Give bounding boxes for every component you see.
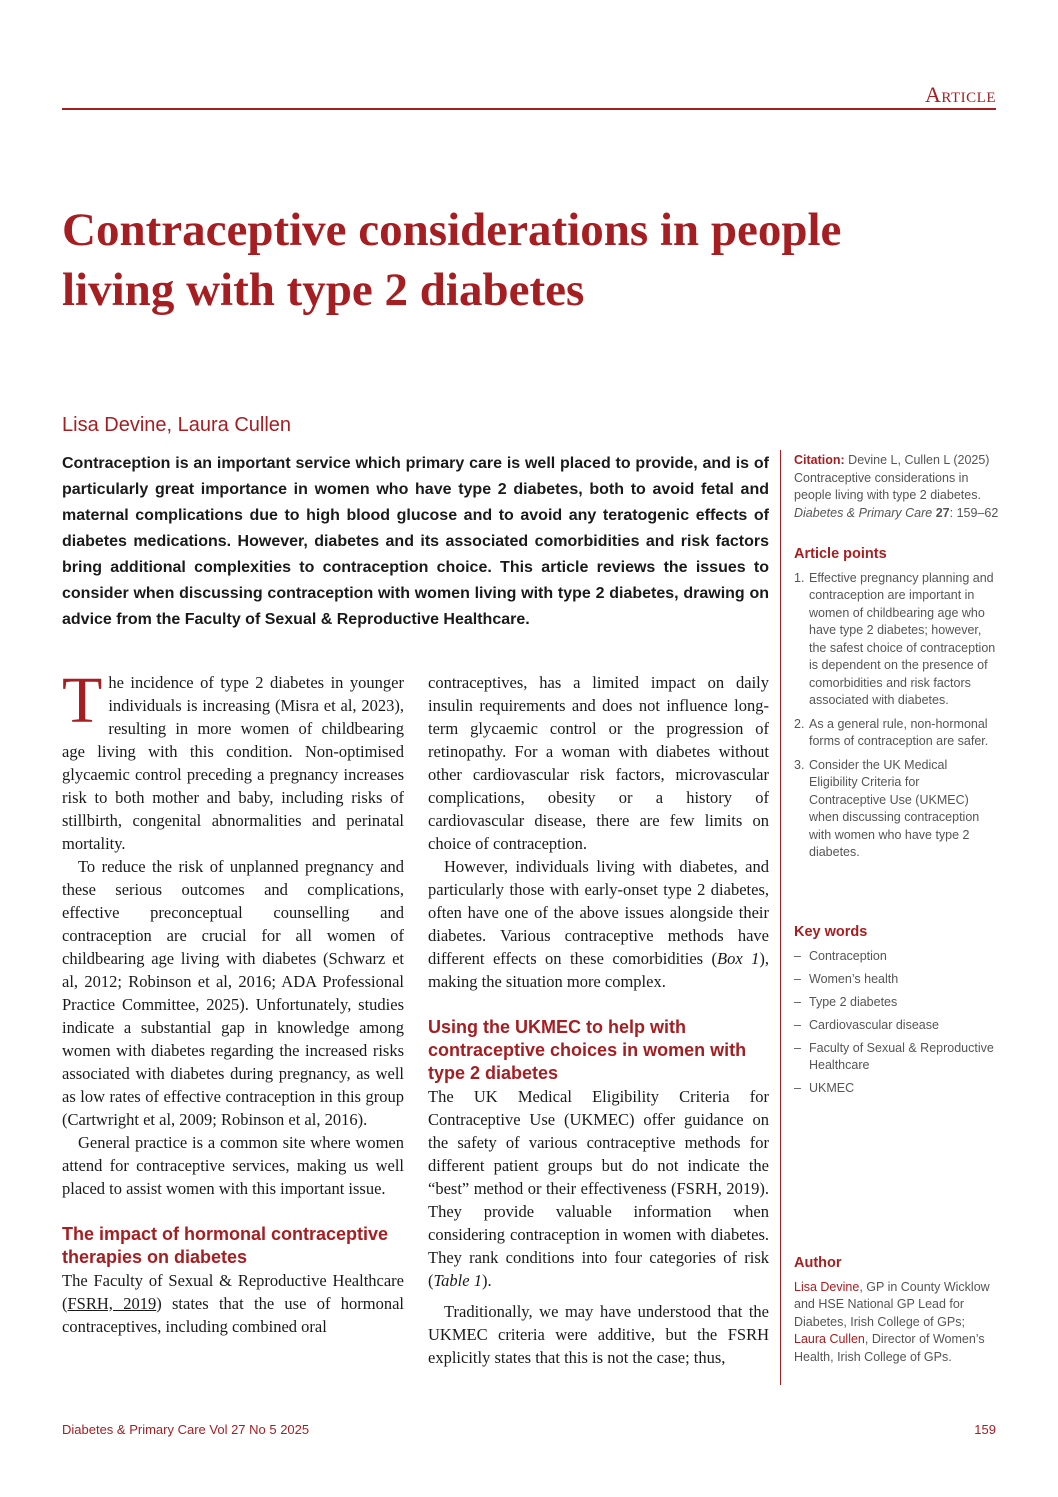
body-column-2 (428, 671, 769, 1369)
article-points-list (794, 570, 999, 862)
body-paragraph (428, 1085, 769, 1292)
paragraph-text: The Faculty of Sexual & Reproductive Healthcare ( (62, 1271, 404, 1313)
key-word: – Women’s health (794, 971, 999, 989)
citation-text: Devine L, Cullen L (2025) Contraceptive considerations in people living with type 2 diabetes. (794, 453, 990, 502)
author-box (794, 1255, 999, 1366)
body-paragraph (62, 664, 404, 855)
paragraph-text: he incidence of type 2 diabetes in younger individuals is increasing (Misra et al, 2023), resulting in more women of childbearing age living with this condition. Non-optimised glycaemic control preceding a pregnancy increases risk to both mother and baby, including risks of stillbirth, congenital abnormalities and perinatal mortality. (62, 673, 404, 853)
article-point (794, 757, 999, 862)
box-reference: Box 1 (717, 949, 760, 968)
key-word: – UKMEC (794, 1080, 999, 1098)
drop-cap: T (62, 664, 103, 737)
point-number: 2. (794, 716, 805, 731)
point-text: Effective pregnancy planning and contraception are important in women of childbearing age who have type 2 diabetes; however, the safest choice of contraception is dependent on the presence of comorbidities and risk factors associated with diabetes. (809, 570, 996, 707)
article-points-heading: Article points (794, 546, 887, 562)
sidebar-divider (780, 450, 781, 1385)
subheading-ukmec: Using the UKMEC to help with contraceptive choices in women with type 2 diabetes (428, 1017, 747, 1083)
article-title: Contraceptive considerations in people living with type 2 diabetes (62, 204, 842, 316)
abstract: Contraception is an important service which primary care is well placed to provide, and is of particularly great importance in women who have type 2 diabetes, both to avoid fetal and maternal complications due to high blood glucose and to avoid any teratogenic effects of diabetes medications. However, diabetes and its associated comorbidities and risk factors bring additional complexities to contraception choice. This article reviews the issues to consider when discussing contraception with women living with type 2 diabetes, drawing on advice from the Faculty of Sexual & Reproductive Healthcare. (62, 455, 769, 628)
paragraph-text: ), making the situation more complex. (428, 949, 769, 991)
citation-volume: 27 (935, 505, 950, 520)
key-word: – Cardiovascular disease (794, 1017, 999, 1035)
body-column-1 (62, 664, 404, 1338)
key-words-box (794, 924, 999, 1103)
footer-journal: Diabetes & Primary Care Vol 27 No 5 2025 (62, 1422, 310, 1437)
citation-pages: : 159–62 (949, 505, 999, 520)
article-points-box (794, 546, 999, 868)
body-paragraph: General practice is a common site where women attend for contraceptive services, making us well placed to assist women with this important issue. (62, 1133, 404, 1198)
reference-link-fsrh[interactable]: FSRH, 2019 (67, 1294, 157, 1313)
body-paragraph (428, 855, 769, 993)
key-word: – Type 2 diabetes (794, 994, 999, 1012)
header-rule (62, 108, 996, 110)
body-paragraph: To reduce the risk of unplanned pregnancy and these serious outcomes and complications, effective preconceptual counselling and contraception are crucial for all women of childbearing age living with diabetes (Schwarz et al, 2012; Robinson et al, 2016; ADA Professional Practice Committee, 2025). Unfortunately, studies indicate a substantial gap in knowledge among women with diabetes regarding the increased risks associated with diabetes during pregnancy, as well as low rates of effective contraception in this group (Cartwright et al, 2009; Robinson et al, 2016). (62, 857, 404, 1129)
body-paragraph: Traditionally, we may have understood that the UKMEC criteria were additive, but the FSRH explicitly states that this is not the case; thus, (428, 1302, 769, 1367)
paragraph-text: The UK Medical Eligibility Criteria for Contraceptive Use (UKMEC) offer guidance on the safety of various contraceptive methods for different patient groups but do not indicate the “best” method or their effectiveness (FSRH, 2019). They provide valuable information when considering contraception in women with diabetes. They rank conditions into four categories of risk ( (428, 1087, 769, 1290)
author-heading: Author (794, 1255, 842, 1271)
key-words-heading: Key words (794, 924, 868, 940)
body-paragraph-continued: contraceptives, has a limited impact on daily insulin requirements and does not influence long-term glycaemic control or the progression of retinopathy. For a woman with diabetes without other cardiovascular risk factors, microvascular complications, obesity or a history of cardiovascular disease, there are few limits on choice of contraception. (428, 673, 769, 853)
section-label: Article (925, 82, 996, 107)
point-text: As a general rule, non-hormonal forms of contraception are safer. (809, 716, 989, 748)
paragraph-text: However, individuals living with diabetes, and particularly those with early-onset type 2 diabetes, often have one of the above issues alongside their diabetes. Various contraceptive methods have different effects on these comorbidities ( (428, 857, 769, 968)
author-name-1: Lisa Devine (794, 1279, 860, 1294)
point-text: Consider the UK Medical Eligibility Criteria for Contraceptive Use (UKMEC) when discussing contraception with women who have type 2 diabetes. (809, 757, 980, 859)
article-point (794, 570, 999, 710)
citation-journal: Diabetes & Primary Care (794, 505, 933, 520)
point-number: 3. (794, 757, 805, 772)
citation-label: Citation: (794, 453, 845, 467)
paragraph-text: ). (481, 1271, 492, 1290)
author-desc-2: , Director of Women’s Health, Irish College of GPs. (794, 1332, 985, 1364)
table-reference: Table 1 (433, 1271, 482, 1290)
key-word: – Faculty of Sexual & Reproductive Healthcare (794, 1040, 999, 1075)
author-details (794, 1279, 999, 1367)
author-name-2: Laura Cullen (794, 1332, 865, 1346)
key-word: – Contraception (794, 948, 999, 966)
article-point (794, 716, 999, 751)
key-words-list (794, 948, 999, 1098)
article-authors: Lisa Devine, Laura Cullen (62, 414, 292, 436)
author-desc-1: , GP in County Wicklow and HSE National GP Lead for Diabetes, Irish College of GPs; (794, 1279, 990, 1329)
footer-page-number: 159 (974, 1422, 996, 1437)
citation-box (794, 452, 999, 522)
paragraph-text: ) states that the use of hormonal contraceptives, including combined oral (62, 1294, 404, 1336)
subheading-hormonal-impact: The impact of hormonal contraceptive therapies on diabetes (62, 1224, 389, 1267)
body-paragraph (62, 1269, 404, 1338)
point-number: 1. (794, 570, 805, 585)
